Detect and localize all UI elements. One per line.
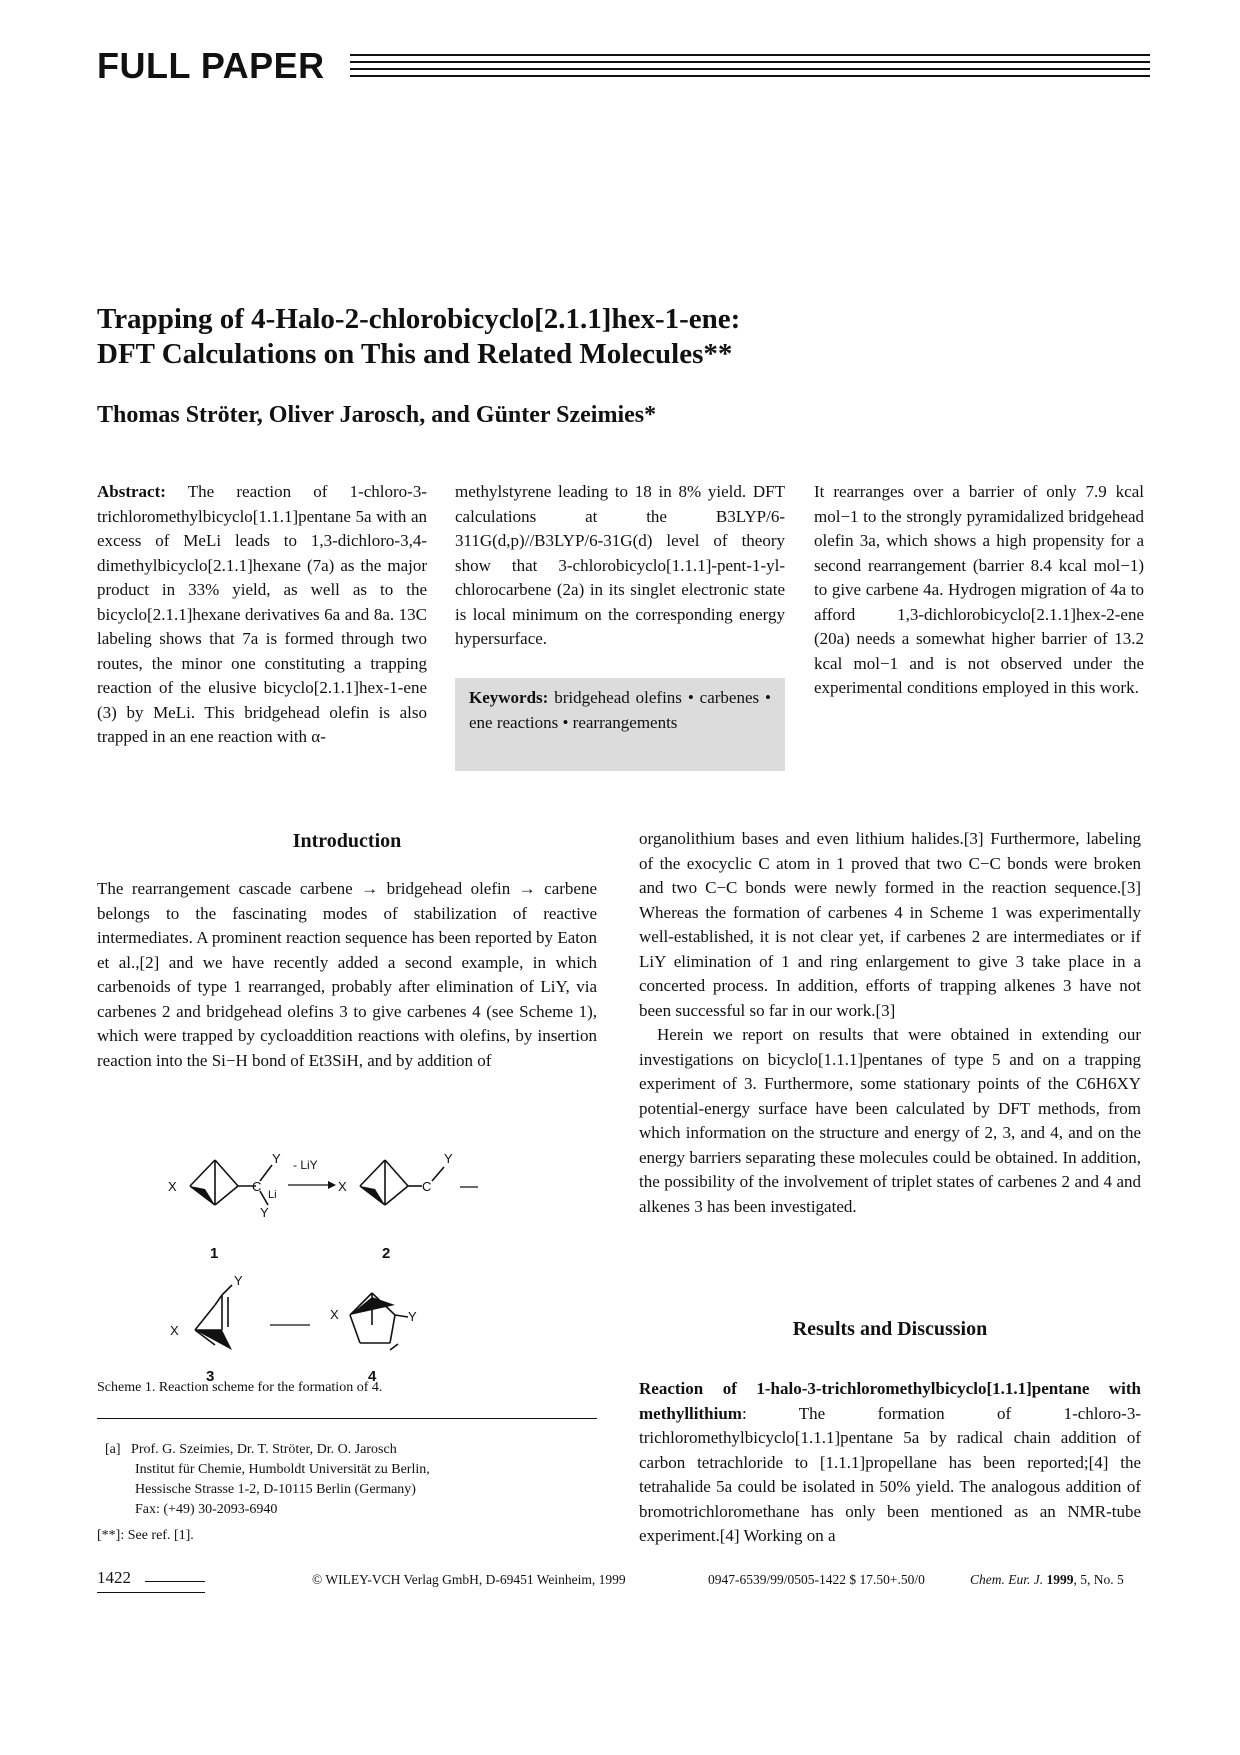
results-text	[639, 1377, 1141, 1549]
reagent-label: - LiY	[293, 1158, 318, 1172]
section-label: FULL PAPER	[97, 45, 325, 86]
footnote-a-marker: [a]	[105, 1442, 121, 1457]
paper-title	[97, 302, 997, 372]
footer-year: 1999	[1046, 1572, 1074, 1587]
right-paragraph-1: organolithium bases and even lithium halides.[3] Furthermore, labeling of the exocyclic C atom in 1 proved that two C−C bonds were broken and two C−C bonds were newly formed in the reaction sequence.[3] Whereas the formation of carbenes 4 in Scheme 1 was experimentally well-established, it is not clear yet, if carbenes 2 are intermediates or if LiY elimination of 1 and ring enlargement to give 3 take place in a concerted process. In addition, efforts of trapping alkenes 3 have not been successful so far in our work.[3]	[639, 829, 1141, 1020]
right-column	[639, 827, 1141, 1219]
title-line-1: Trapping of 4-Halo-2-chlorobicyclo[2.1.1]hex-1-ene:	[97, 303, 741, 335]
atom-x-3: X	[170, 1323, 179, 1338]
results-heading: Results and Discussion	[792, 1318, 988, 1340]
scheme-caption: Scheme 1. Reaction scheme for the formation of 4.	[97, 1380, 383, 1395]
atom-li: Li	[268, 1189, 277, 1201]
keywords-text: bridgehead olefins • carbenes • ene reactions • rearrangements	[469, 688, 771, 732]
atom-y-2: Y	[444, 1151, 453, 1166]
footnote-a-line-1: Prof. G. Szeimies, Dr. T. Ströter, Dr. O. Jarosch	[131, 1442, 397, 1457]
footnote-a-line-4: Fax: (+49) 30-2093-6940	[135, 1502, 278, 1517]
abstract-col-3: It rearranges over a barrier of only 7.9 kcal mol−1 to the strongly pyramidalized bridgehead olefin 3a, which shows a high propensity for a second rearrangement (barrier 8.4 kcal mol−1) to give carbene 4a. Hydrogen migration of 4a to afford 1,3-dichlorobicyclo[2.1.1]hex-2-ene (20a) needs a somewhat higher barrier of 13.2 kcal mol−1 and is not observed under the experimental conditions employed in this work.	[814, 482, 1144, 697]
wedge-3	[195, 1330, 232, 1350]
footnote-a	[97, 1440, 597, 1520]
footer-journal: Chem. Eur. J.	[970, 1572, 1044, 1587]
footnote-a-line-2: Institut für Chemie, Humboldt Universität zu Berlin,	[135, 1462, 430, 1477]
atom-y-1a: Y	[272, 1151, 281, 1166]
abstract-text-1: The reaction of 1-chloro-3-trichloromethylbicyclo[1.1.1]pentane 5a with an excess of MeLi leads to 1,3-dichloro-3,4-dimethylbicyclo[2.1.1]hexane (7a) as the major product in 33% yield, as well as to the bicyclo[2.1.1]hexane derivatives 6a and 8a. 13C labeling shows that 7a is formed through two routes, the minor one constituting a trapping reaction of the elusive bicyclo[2.1.1]hex-1-ene (3) by MeLi. This bridgehead olefin is also trapped in an ene reaction with α-	[97, 482, 427, 746]
abstract-col-1	[97, 480, 427, 750]
label-1: 1	[210, 1245, 219, 1262]
authors: Thomas Ströter, Oliver Jarosch, and Günter Szeimies*	[97, 402, 657, 428]
introduction-heading: Introduction	[292, 830, 402, 852]
footnote-a-line-3: Hessische Strasse 1-2, D-10115 Berlin (Germany)	[135, 1482, 416, 1497]
molecule-2	[360, 1160, 444, 1205]
atom-c-1: C	[252, 1179, 262, 1194]
results-subheading: Reaction of 1-halo-3-trichloromethylbicyclo[1.1.1]pentane with methyllithium	[639, 1379, 1141, 1423]
atom-x-1: X	[168, 1179, 177, 1194]
scheme-1-diagram	[160, 1145, 540, 1395]
footnotes	[97, 1440, 597, 1546]
results-body: : The formation of 1-chloro-3-trichloromethylbicyclo[1.1.1]pentane 5a by radical chain addition of carbon tetrachloride to [1.1.1]propellane has been reported;[4] the tetrahalide 5a could be isolated in 50% yield. The analogous addition of bromotrichloromethane has only been mentioned as an NMR-tube experiment.[4] Working on a	[639, 1403, 1141, 1545]
keywords-box	[455, 678, 785, 771]
title-line-2: DFT Calculations on This and Related Molecules**	[97, 338, 733, 370]
footer-copyright: © WILEY-VCH Verlag GmbH, D-69451 Weinheim, 1999	[312, 1572, 626, 1587]
atom-y-4: Y	[408, 1309, 417, 1324]
label-4: 4	[368, 1368, 377, 1385]
atom-x-4: X	[330, 1307, 339, 1322]
footer-citation	[970, 1572, 1124, 1588]
page-number: 1422	[97, 1568, 131, 1587]
keywords-label: Keywords:	[469, 688, 549, 707]
footnote-rule	[97, 1418, 597, 1419]
right-paragraph-2: Herein we report on results that were obtained in extending our investigations on bicyclo[1.1.1]pentanes of type 5 and on a trapping experiment of 3. Furthermore, some stationary points of the C6H6XY potential-energy surface have been calculated by DFT methods, from which information on the structure and energy of 2, 3, and 4, and on the energy barriers separating these molecules could be obtained. In addition, the possibility of the involvement of triplet states of carbenes 2 and 4 and alkenes 3 has been investigated.	[639, 1025, 1141, 1216]
introduction-text: The rearrangement cascade carbene → bridgehead olefin → carbene belongs to the fascinating modes of stabilization of reactive intermediates. A prominent reaction sequence has been reported by Eaton et al.,[2] and we have recently added a second example, in which carbenoids of type 1 rearranged, probably after elimination of LiY, via carbenes 2 and bridgehead olefins 3 to give carbenes 4 (see Scheme 1), which were trapped by cycloaddition reactions with olefins, by insertion reaction into the Si−H bond of Et3SiH, and by addition of	[97, 879, 597, 1070]
footnote-b: [**]: See ref. [1].	[97, 1528, 194, 1543]
page-number-rule-2	[145, 1581, 205, 1582]
header-rules	[350, 54, 1150, 84]
atom-y-1b: Y	[260, 1205, 269, 1220]
atom-x-2: X	[338, 1179, 347, 1194]
label-3: 3	[206, 1368, 215, 1385]
abstract-label: Abstract:	[97, 482, 166, 501]
label-2: 2	[382, 1245, 391, 1262]
footer-code: 0947-6539/99/0505-1422 $ 17.50+.50/0	[708, 1572, 925, 1587]
atom-c-2: C	[422, 1179, 432, 1194]
abstract-col-2: methylstyrene leading to 18 in 8% yield. DFT calculations at the B3LYP/6-311G(d,p)//B3LYP/6-31G(d) level of theory show that 3-chlorobicyclo[1.1.1]-pent-1-yl-chlorocarbene (2a) in its singlet electronic state is local minimum on the corresponding energy hypersurface.	[455, 482, 785, 648]
atom-y-3: Y	[234, 1273, 243, 1288]
page-number-rule	[97, 1592, 205, 1593]
footer-volume: , 5, No. 5	[1073, 1572, 1124, 1587]
